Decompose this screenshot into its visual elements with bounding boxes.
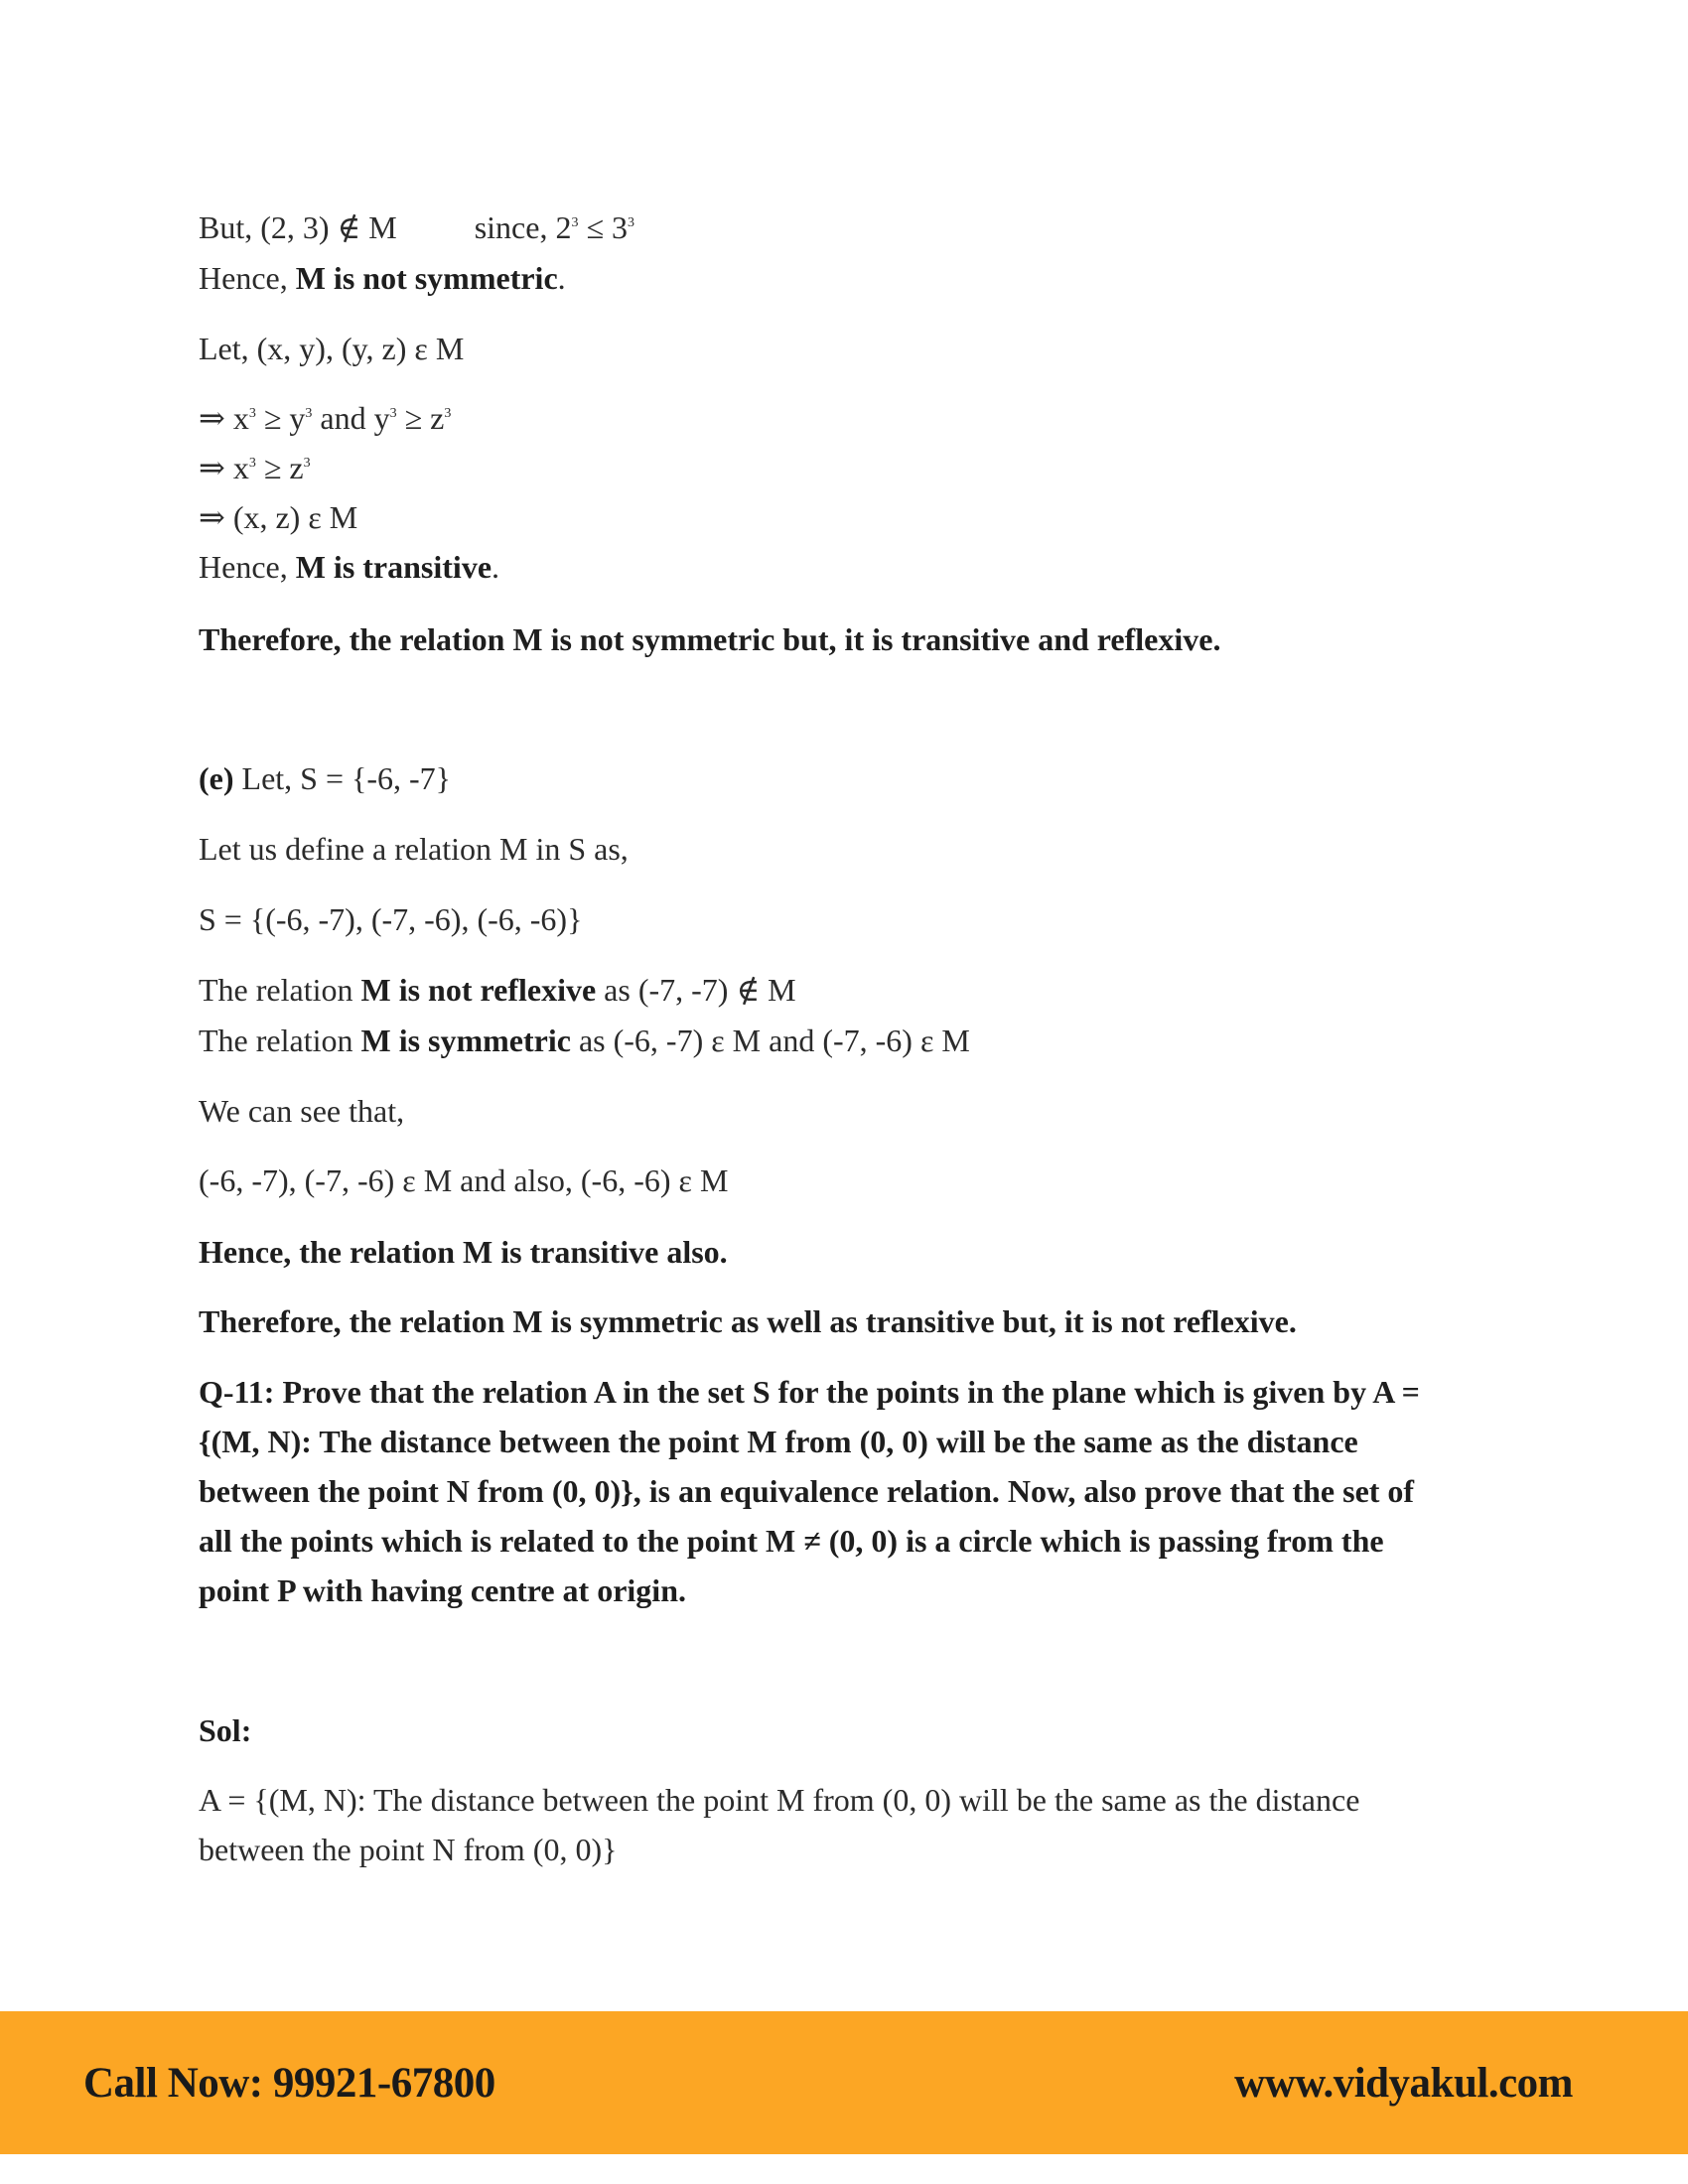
conclusion-d: Therefore, the relation M is not symmetric but, it is transitive and reflexive. xyxy=(199,621,1221,657)
line-pairs: (-6, -7), (-7, -6) ε M and also, (-6, -6) ε M xyxy=(199,1162,729,1198)
text: . xyxy=(492,549,500,585)
question-11-line-5: point P with having centre at origin. xyxy=(199,1572,686,1608)
line-transitive-also: Hence, the relation M is transitive also. xyxy=(199,1234,728,1270)
text: ≥ z xyxy=(255,450,304,485)
text: But, (2, 3) ∉ M xyxy=(199,209,397,245)
conclusion-e: Therefore, the relation M is symmetric as well as transitive but, it is not reflexive. xyxy=(199,1303,1297,1339)
text: since, 2 xyxy=(474,209,572,245)
text: ≤ 3 xyxy=(578,209,628,245)
text: . xyxy=(557,260,566,296)
solution-label: Sol: xyxy=(199,1712,252,1748)
text: as (-6, -7) ε M and (-7, -6) ε M xyxy=(570,1023,970,1058)
bold-text: M is symmetric xyxy=(360,1023,571,1058)
bold-text: M is not reflexive xyxy=(360,972,597,1008)
part-e-heading xyxy=(199,758,451,798)
text: and y xyxy=(312,400,390,436)
superscript: 3 xyxy=(444,406,452,421)
text: ⇒ x xyxy=(199,450,249,485)
line-symmetric xyxy=(199,1021,970,1060)
line-let-xyz: Let, (x, y), (y, z) ε M xyxy=(199,331,465,366)
line-not-symmetric xyxy=(199,258,566,298)
line-define-relation: Let us define a relation M in S as, xyxy=(199,831,629,867)
text: ⇒ x xyxy=(199,400,249,436)
question-11-line-4: all the points which is related to the point M ≠ (0, 0) is a circle which is passing from the xyxy=(199,1523,1384,1559)
question-11-line-1: Q-11: Prove that the relation A in the set S for the points in the plane which is given by A = xyxy=(199,1374,1420,1410)
superscript: 3 xyxy=(248,406,256,421)
line-implies-2 xyxy=(199,448,311,487)
superscript: 3 xyxy=(248,456,256,471)
superscript: 3 xyxy=(389,406,397,421)
question-11-line-3: between the point N from (0, 0)}, is an equivalence relation. Now, also prove that the set of xyxy=(199,1473,1415,1509)
part-label: (e) xyxy=(199,760,234,796)
line-we-can-see: We can see that, xyxy=(199,1093,405,1129)
line-implies-3: ⇒ (x, z) ε M xyxy=(199,499,358,535)
call-now-text[interactable]: Call Now: 99921-67800 xyxy=(83,2060,495,2107)
question-11-line-2: {(M, N): The distance between the point M from (0, 0) will be the same as the distance xyxy=(199,1424,1358,1459)
website-link[interactable]: www.vidyakul.com xyxy=(1234,2060,1573,2107)
text: ≥ y xyxy=(255,400,306,436)
answer-line-2: between the point N from (0, 0)} xyxy=(199,1832,618,1867)
superscript: 3 xyxy=(628,215,634,230)
superscript: 3 xyxy=(305,406,313,421)
text: Hence, xyxy=(199,260,296,296)
line-implies-1 xyxy=(199,398,451,438)
line-not-reflexive xyxy=(199,970,796,1010)
text: Hence, xyxy=(199,549,296,585)
text: ≥ z xyxy=(396,400,445,436)
line-transitive xyxy=(199,547,499,587)
line-set-s: S = {(-6, -7), (-7, -6), (-6, -6)} xyxy=(199,901,583,937)
bold-text: M is not symmetric xyxy=(295,260,558,296)
line-not-in-m xyxy=(199,207,634,247)
bold-text: M is transitive xyxy=(295,549,492,585)
text: Let, S = {-6, -7} xyxy=(233,760,452,796)
superscript: 3 xyxy=(303,456,311,471)
answer-line-1: A = {(M, N): The distance between the point M from (0, 0) will be the same as the distance xyxy=(199,1782,1360,1818)
text: The relation xyxy=(199,1023,361,1058)
footer-banner xyxy=(0,2011,1688,2154)
superscript: 3 xyxy=(571,215,579,230)
text: The relation xyxy=(199,972,361,1008)
text: as (-7, -7) ∉ M xyxy=(596,972,796,1008)
